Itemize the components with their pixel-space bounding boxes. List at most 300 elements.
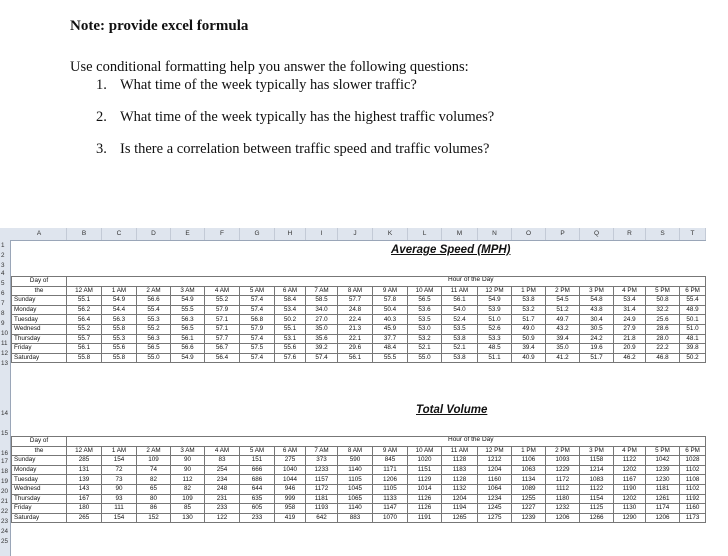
speed-value-cell[interactable]: 53.0 <box>408 324 442 334</box>
column-header-t[interactable]: T <box>680 228 706 240</box>
volume-day-cell[interactable]: Wednesd <box>12 484 67 494</box>
speed-day-cell[interactable]: Wednesd <box>12 324 67 334</box>
volume-value-cell[interactable]: 1180 <box>546 494 580 504</box>
volume-value-cell[interactable]: 1112 <box>546 484 580 494</box>
volume-value-cell[interactable]: 1191 <box>408 513 442 523</box>
volume-value-cell[interactable]: 90 <box>171 465 205 475</box>
speed-value-cell[interactable]: 57.4 <box>240 334 275 344</box>
speed-value-cell[interactable]: 55.3 <box>102 334 137 344</box>
speed-value-cell[interactable]: 56.1 <box>442 296 478 306</box>
speed-value-cell[interactable]: 34.0 <box>306 305 338 315</box>
speed-day-cell[interactable]: Friday <box>12 344 67 354</box>
volume-value-cell[interactable]: 635 <box>240 494 275 504</box>
speed-value-cell[interactable]: 56.1 <box>171 334 205 344</box>
volume-day-cell[interactable]: Sunday <box>12 456 67 466</box>
speed-value-cell[interactable]: 43.2 <box>546 324 580 334</box>
volume-day-cell[interactable]: Saturday <box>12 513 67 523</box>
volume-value-cell[interactable]: 1044 <box>275 475 306 485</box>
speed-day-cell[interactable]: Tuesday <box>12 315 67 325</box>
volume-value-cell[interactable]: 1125 <box>580 504 614 514</box>
speed-value-cell[interactable]: 56.3 <box>171 315 205 325</box>
speed-value-cell[interactable]: 43.8 <box>580 305 614 315</box>
volume-value-cell[interactable]: 686 <box>240 475 275 485</box>
volume-value-cell[interactable]: 1206 <box>373 475 408 485</box>
volume-value-cell[interactable]: 1154 <box>580 494 614 504</box>
speed-value-cell[interactable]: 22.4 <box>338 315 373 325</box>
volume-value-cell[interactable]: 373 <box>306 456 338 466</box>
volume-value-cell[interactable]: 265 <box>67 513 102 523</box>
speed-value-cell[interactable]: 51.2 <box>546 305 580 315</box>
speed-value-cell[interactable]: 31.4 <box>614 305 646 315</box>
volume-value-cell[interactable]: 1183 <box>442 465 478 475</box>
volume-value-cell[interactable]: 109 <box>137 456 171 466</box>
volume-value-cell[interactable]: 1172 <box>306 484 338 494</box>
volume-value-cell[interactable]: 93 <box>102 494 137 504</box>
column-header-i[interactable]: I <box>306 228 338 240</box>
speed-value-cell[interactable]: 39.4 <box>546 334 580 344</box>
speed-value-cell[interactable]: 45.9 <box>373 324 408 334</box>
speed-value-cell[interactable]: 53.3 <box>478 334 512 344</box>
row-header-19[interactable]: 19 <box>1 478 9 485</box>
volume-value-cell[interactable]: 1181 <box>306 494 338 504</box>
speed-value-cell[interactable]: 39.8 <box>680 344 706 354</box>
speed-value-cell[interactable]: 35.0 <box>546 344 580 354</box>
speed-value-cell[interactable]: 52.4 <box>442 315 478 325</box>
volume-value-cell[interactable]: 80 <box>137 494 171 504</box>
speed-value-cell[interactable]: 39.2 <box>306 344 338 354</box>
volume-value-cell[interactable]: 1102 <box>680 484 706 494</box>
volume-value-cell[interactable]: 1140 <box>338 504 373 514</box>
speed-value-cell[interactable]: 22.2 <box>646 344 680 354</box>
volume-value-cell[interactable]: 111 <box>102 504 137 514</box>
column-header-c[interactable]: C <box>102 228 137 240</box>
volume-value-cell[interactable]: 644 <box>240 484 275 494</box>
speed-value-cell[interactable]: 53.2 <box>408 334 442 344</box>
speed-value-cell[interactable]: 53.4 <box>614 296 646 306</box>
volume-value-cell[interactable]: 590 <box>338 456 373 466</box>
speed-value-cell[interactable]: 57.5 <box>240 344 275 354</box>
speed-value-cell[interactable]: 48.5 <box>478 344 512 354</box>
speed-value-cell[interactable]: 53.8 <box>512 296 546 306</box>
volume-value-cell[interactable]: 642 <box>306 513 338 523</box>
volume-value-cell[interactable]: 1181 <box>646 484 680 494</box>
row-header-21[interactable]: 21 <box>1 498 9 505</box>
speed-value-cell[interactable]: 54.5 <box>546 296 580 306</box>
row-header-4[interactable]: 4 <box>1 270 5 277</box>
speed-value-cell[interactable]: 40.9 <box>512 353 546 363</box>
column-header-l[interactable]: L <box>408 228 442 240</box>
row-header-6[interactable]: 6 <box>1 290 5 297</box>
speed-value-cell[interactable]: 51.0 <box>680 324 706 334</box>
column-header-g[interactable]: G <box>240 228 275 240</box>
volume-value-cell[interactable]: 1192 <box>680 494 706 504</box>
volume-value-cell[interactable]: 1227 <box>512 504 546 514</box>
speed-value-cell[interactable]: 54.9 <box>478 296 512 306</box>
column-header-a[interactable]: A <box>12 228 67 240</box>
volume-value-cell[interactable]: 74 <box>137 465 171 475</box>
speed-value-cell[interactable]: 58.5 <box>306 296 338 306</box>
speed-value-cell[interactable]: 48.9 <box>680 305 706 315</box>
column-header-q[interactable]: Q <box>580 228 614 240</box>
volume-day-cell[interactable]: Monday <box>12 465 67 475</box>
volume-value-cell[interactable]: 946 <box>275 484 306 494</box>
volume-value-cell[interactable]: 1158 <box>580 456 614 466</box>
speed-value-cell[interactable]: 50.9 <box>512 334 546 344</box>
row-header-5[interactable]: 5 <box>1 280 5 287</box>
row-header-9[interactable]: 9 <box>1 320 5 327</box>
volume-day-cell[interactable]: Tuesday <box>12 475 67 485</box>
volume-value-cell[interactable]: 1190 <box>614 484 646 494</box>
speed-value-cell[interactable]: 57.4 <box>240 296 275 306</box>
volume-value-cell[interactable]: 1083 <box>580 475 614 485</box>
volume-value-cell[interactable]: 1065 <box>338 494 373 504</box>
volume-value-cell[interactable]: 1193 <box>306 504 338 514</box>
volume-value-cell[interactable]: 1202 <box>614 465 646 475</box>
volume-value-cell[interactable]: 666 <box>240 465 275 475</box>
row-header-18[interactable]: 18 <box>1 468 9 475</box>
speed-value-cell[interactable]: 55.8 <box>102 324 137 334</box>
volume-value-cell[interactable]: 1108 <box>680 475 706 485</box>
speed-value-cell[interactable]: 46.2 <box>614 353 646 363</box>
row-header-2[interactable]: 2 <box>1 252 5 259</box>
volume-value-cell[interactable]: 180 <box>67 504 102 514</box>
volume-value-cell[interactable]: 1140 <box>338 465 373 475</box>
speed-value-cell[interactable]: 52.1 <box>408 344 442 354</box>
speed-value-cell[interactable]: 19.6 <box>580 344 614 354</box>
speed-value-cell[interactable]: 50.8 <box>646 296 680 306</box>
column-header-p[interactable]: P <box>546 228 580 240</box>
speed-value-cell[interactable]: 55.2 <box>67 324 102 334</box>
speed-value-cell[interactable]: 52.1 <box>442 344 478 354</box>
speed-value-cell[interactable]: 56.7 <box>205 344 240 354</box>
speed-value-cell[interactable]: 21.8 <box>614 334 646 344</box>
volume-value-cell[interactable]: 1245 <box>478 504 512 514</box>
volume-value-cell[interactable]: 109 <box>171 494 205 504</box>
row-header-25[interactable]: 25 <box>1 538 9 545</box>
volume-value-cell[interactable]: 1134 <box>512 475 546 485</box>
volume-value-cell[interactable]: 1174 <box>646 504 680 514</box>
speed-value-cell[interactable]: 51.0 <box>478 315 512 325</box>
speed-value-cell[interactable]: 56.5 <box>137 344 171 354</box>
row-header-10[interactable]: 10 <box>1 330 9 337</box>
volume-value-cell[interactable]: 231 <box>205 494 240 504</box>
speed-value-cell[interactable]: 56.6 <box>171 344 205 354</box>
speed-value-cell[interactable]: 46.8 <box>646 353 680 363</box>
volume-value-cell[interactable]: 233 <box>205 504 240 514</box>
volume-value-cell[interactable]: 112 <box>171 475 205 485</box>
volume-value-cell[interactable]: 285 <box>67 456 102 466</box>
volume-value-cell[interactable]: 167 <box>67 494 102 504</box>
volume-value-cell[interactable]: 1290 <box>614 513 646 523</box>
row-header-13[interactable]: 13 <box>1 360 9 367</box>
column-header-r[interactable]: R <box>614 228 646 240</box>
volume-value-cell[interactable]: 1126 <box>408 494 442 504</box>
speed-value-cell[interactable]: 57.7 <box>338 296 373 306</box>
speed-value-cell[interactable]: 27.9 <box>614 324 646 334</box>
volume-value-cell[interactable]: 1020 <box>408 456 442 466</box>
volume-value-cell[interactable]: 1105 <box>338 475 373 485</box>
volume-value-cell[interactable]: 82 <box>137 475 171 485</box>
volume-value-cell[interactable]: 845 <box>373 456 408 466</box>
volume-value-cell[interactable]: 130 <box>171 513 205 523</box>
volume-value-cell[interactable]: 1212 <box>478 456 512 466</box>
speed-value-cell[interactable]: 53.9 <box>478 305 512 315</box>
speed-value-cell[interactable]: 56.3 <box>137 334 171 344</box>
speed-value-cell[interactable]: 56.5 <box>171 324 205 334</box>
volume-value-cell[interactable]: 1147 <box>373 504 408 514</box>
speed-value-cell[interactable]: 56.1 <box>67 344 102 354</box>
speed-value-cell[interactable]: 29.6 <box>338 344 373 354</box>
speed-value-cell[interactable]: 53.8 <box>442 334 478 344</box>
volume-value-cell[interactable]: 234 <box>205 475 240 485</box>
speed-value-cell[interactable]: 54.9 <box>171 353 205 363</box>
volume-value-cell[interactable]: 1194 <box>442 504 478 514</box>
speed-value-cell[interactable]: 54.8 <box>580 296 614 306</box>
row-header-3[interactable]: 3 <box>1 262 5 269</box>
row-header-1[interactable]: 1 <box>1 242 5 249</box>
volume-value-cell[interactable]: 1160 <box>680 504 706 514</box>
volume-value-cell[interactable]: 1275 <box>478 513 512 523</box>
speed-value-cell[interactable]: 50.4 <box>373 305 408 315</box>
volume-value-cell[interactable]: 1063 <box>512 465 546 475</box>
speed-value-cell[interactable]: 51.7 <box>512 315 546 325</box>
speed-value-cell[interactable]: 55.5 <box>171 305 205 315</box>
speed-value-cell[interactable]: 53.6 <box>408 305 442 315</box>
speed-value-cell[interactable]: 24.9 <box>614 315 646 325</box>
volume-value-cell[interactable]: 65 <box>137 484 171 494</box>
volume-value-cell[interactable]: 1173 <box>680 513 706 523</box>
volume-value-cell[interactable]: 1126 <box>408 504 442 514</box>
column-header-n[interactable]: N <box>478 228 512 240</box>
volume-value-cell[interactable]: 1239 <box>646 465 680 475</box>
volume-value-cell[interactable]: 419 <box>275 513 306 523</box>
column-header-b[interactable]: B <box>67 228 102 240</box>
speed-value-cell[interactable]: 50.2 <box>275 315 306 325</box>
volume-value-cell[interactable]: 1122 <box>614 456 646 466</box>
speed-value-cell[interactable]: 55.8 <box>102 353 137 363</box>
volume-value-cell[interactable]: 233 <box>240 513 275 523</box>
speed-value-cell[interactable]: 55.1 <box>275 324 306 334</box>
volume-value-cell[interactable]: 1102 <box>680 465 706 475</box>
row-header-16[interactable]: 16 <box>1 450 9 457</box>
volume-value-cell[interactable]: 1014 <box>408 484 442 494</box>
volume-value-cell[interactable]: 1171 <box>373 465 408 475</box>
volume-value-cell[interactable]: 1232 <box>546 504 580 514</box>
speed-value-cell[interactable]: 54.9 <box>171 296 205 306</box>
speed-value-cell[interactable]: 27.0 <box>306 315 338 325</box>
volume-value-cell[interactable]: 1129 <box>408 475 442 485</box>
volume-value-cell[interactable]: 1214 <box>580 465 614 475</box>
volume-value-cell[interactable]: 131 <box>67 465 102 475</box>
volume-value-cell[interactable]: 72 <box>102 465 137 475</box>
column-header-f[interactable]: F <box>205 228 240 240</box>
column-header-s[interactable]: S <box>646 228 680 240</box>
volume-value-cell[interactable]: 1093 <box>546 456 580 466</box>
volume-value-cell[interactable]: 1042 <box>646 456 680 466</box>
volume-value-cell[interactable]: 248 <box>205 484 240 494</box>
column-header-o[interactable]: O <box>512 228 546 240</box>
volume-value-cell[interactable]: 1040 <box>275 465 306 475</box>
volume-day-cell[interactable]: Friday <box>12 504 67 514</box>
speed-value-cell[interactable]: 30.4 <box>580 315 614 325</box>
speed-value-cell[interactable]: 58.4 <box>275 296 306 306</box>
volume-value-cell[interactable]: 82 <box>171 484 205 494</box>
volume-value-cell[interactable]: 90 <box>102 484 137 494</box>
volume-value-cell[interactable]: 1172 <box>546 475 580 485</box>
speed-value-cell[interactable]: 55.8 <box>67 353 102 363</box>
speed-value-cell[interactable]: 56.5 <box>408 296 442 306</box>
speed-value-cell[interactable]: 39.4 <box>512 344 546 354</box>
speed-value-cell[interactable]: 55.6 <box>275 344 306 354</box>
speed-day-cell[interactable]: Saturday <box>12 353 67 363</box>
volume-value-cell[interactable]: 85 <box>171 504 205 514</box>
volume-value-cell[interactable]: 1167 <box>614 475 646 485</box>
speed-value-cell[interactable]: 56.3 <box>102 315 137 325</box>
speed-value-cell[interactable]: 35.0 <box>306 324 338 334</box>
volume-day-cell[interactable]: Thursday <box>12 494 67 504</box>
volume-value-cell[interactable]: 83 <box>205 456 240 466</box>
speed-value-cell[interactable]: 57.8 <box>373 296 408 306</box>
volume-value-cell[interactable]: 1255 <box>512 494 546 504</box>
volume-value-cell[interactable]: 1130 <box>614 504 646 514</box>
speed-value-cell[interactable]: 57.4 <box>240 305 275 315</box>
volume-value-cell[interactable]: 1106 <box>512 456 546 466</box>
speed-value-cell[interactable]: 41.2 <box>546 353 580 363</box>
speed-value-cell[interactable]: 56.4 <box>205 353 240 363</box>
speed-value-cell[interactable]: 55.4 <box>680 296 706 306</box>
speed-value-cell[interactable]: 49.0 <box>512 324 546 334</box>
volume-value-cell[interactable]: 883 <box>338 513 373 523</box>
volume-value-cell[interactable]: 1265 <box>442 513 478 523</box>
column-header-j[interactable]: J <box>338 228 373 240</box>
speed-value-cell[interactable]: 24.8 <box>338 305 373 315</box>
speed-value-cell[interactable]: 48.1 <box>680 334 706 344</box>
volume-value-cell[interactable]: 1202 <box>614 494 646 504</box>
row-header-7[interactable]: 7 <box>1 300 5 307</box>
row-header-20[interactable]: 20 <box>1 488 9 495</box>
speed-value-cell[interactable]: 56.6 <box>137 296 171 306</box>
column-header-k[interactable]: K <box>373 228 408 240</box>
column-header-h[interactable]: H <box>275 228 306 240</box>
row-header-14[interactable]: 14 <box>1 410 9 417</box>
volume-value-cell[interactable]: 1206 <box>646 513 680 523</box>
speed-value-cell[interactable]: 24.2 <box>580 334 614 344</box>
speed-value-cell[interactable]: 51.7 <box>580 353 614 363</box>
volume-value-cell[interactable]: 1133 <box>373 494 408 504</box>
volume-value-cell[interactable]: 122 <box>205 513 240 523</box>
speed-value-cell[interactable]: 55.3 <box>137 315 171 325</box>
volume-value-cell[interactable]: 999 <box>275 494 306 504</box>
speed-value-cell[interactable]: 57.4 <box>306 353 338 363</box>
speed-value-cell[interactable]: 57.6 <box>275 353 306 363</box>
speed-value-cell[interactable]: 55.4 <box>137 305 171 315</box>
speed-value-cell[interactable]: 51.1 <box>478 353 512 363</box>
column-header-m[interactable]: M <box>442 228 478 240</box>
speed-value-cell[interactable]: 54.9 <box>102 296 137 306</box>
speed-value-cell[interactable]: 35.6 <box>306 334 338 344</box>
volume-value-cell[interactable]: 275 <box>275 456 306 466</box>
speed-value-cell[interactable]: 32.2 <box>646 305 680 315</box>
volume-value-cell[interactable]: 1229 <box>546 465 580 475</box>
row-header-12[interactable]: 12 <box>1 350 9 357</box>
speed-value-cell[interactable]: 53.5 <box>408 315 442 325</box>
speed-value-cell[interactable]: 20.9 <box>614 344 646 354</box>
volume-value-cell[interactable]: 1206 <box>546 513 580 523</box>
volume-value-cell[interactable]: 86 <box>137 504 171 514</box>
volume-value-cell[interactable]: 1132 <box>442 484 478 494</box>
volume-value-cell[interactable]: 958 <box>275 504 306 514</box>
row-header-22[interactable]: 22 <box>1 508 9 515</box>
speed-value-cell[interactable]: 57.1 <box>205 315 240 325</box>
volume-value-cell[interactable]: 1028 <box>680 456 706 466</box>
speed-value-cell[interactable]: 56.2 <box>67 305 102 315</box>
speed-value-cell[interactable]: 21.3 <box>338 324 373 334</box>
speed-day-cell[interactable]: Thursday <box>12 334 67 344</box>
volume-value-cell[interactable]: 1160 <box>478 475 512 485</box>
row-header-11[interactable]: 11 <box>1 340 8 347</box>
volume-value-cell[interactable]: 151 <box>240 456 275 466</box>
volume-value-cell[interactable]: 143 <box>67 484 102 494</box>
column-header-e[interactable]: E <box>171 228 205 240</box>
row-header-15[interactable]: 15 <box>1 430 9 437</box>
speed-value-cell[interactable]: 28.6 <box>646 324 680 334</box>
speed-value-cell[interactable]: 28.0 <box>646 334 680 344</box>
volume-value-cell[interactable]: 1122 <box>580 484 614 494</box>
speed-value-cell[interactable]: 54.0 <box>442 305 478 315</box>
volume-value-cell[interactable]: 254 <box>205 465 240 475</box>
row-header-17[interactable]: 17 <box>1 458 9 465</box>
volume-value-cell[interactable]: 1204 <box>478 465 512 475</box>
volume-value-cell[interactable]: 1157 <box>306 475 338 485</box>
speed-value-cell[interactable]: 37.7 <box>373 334 408 344</box>
row-header-24[interactable]: 24 <box>1 528 9 535</box>
speed-value-cell[interactable]: 40.3 <box>373 315 408 325</box>
speed-value-cell[interactable]: 22.1 <box>338 334 373 344</box>
speed-value-cell[interactable]: 50.2 <box>680 353 706 363</box>
speed-value-cell[interactable]: 30.5 <box>580 324 614 334</box>
speed-value-cell[interactable]: 53.1 <box>275 334 306 344</box>
volume-value-cell[interactable]: 152 <box>137 513 171 523</box>
speed-value-cell[interactable]: 53.4 <box>275 305 306 315</box>
volume-value-cell[interactable]: 154 <box>102 513 137 523</box>
speed-value-cell[interactable]: 55.1 <box>67 296 102 306</box>
speed-value-cell[interactable]: 49.7 <box>546 315 580 325</box>
speed-value-cell[interactable]: 52.6 <box>478 324 512 334</box>
volume-value-cell[interactable]: 1128 <box>442 475 478 485</box>
speed-value-cell[interactable]: 56.4 <box>67 315 102 325</box>
volume-value-cell[interactable]: 139 <box>67 475 102 485</box>
speed-value-cell[interactable]: 53.5 <box>442 324 478 334</box>
volume-value-cell[interactable]: 1151 <box>408 465 442 475</box>
speed-value-cell[interactable]: 57.1 <box>205 324 240 334</box>
volume-value-cell[interactable]: 1239 <box>512 513 546 523</box>
speed-value-cell[interactable]: 53.2 <box>512 305 546 315</box>
speed-value-cell[interactable]: 55.2 <box>205 296 240 306</box>
volume-value-cell[interactable]: 1064 <box>478 484 512 494</box>
speed-value-cell[interactable]: 55.6 <box>102 344 137 354</box>
speed-value-cell[interactable]: 25.6 <box>646 315 680 325</box>
speed-value-cell[interactable]: 55.7 <box>67 334 102 344</box>
speed-value-cell[interactable]: 57.9 <box>205 305 240 315</box>
volume-value-cell[interactable]: 1204 <box>442 494 478 504</box>
speed-value-cell[interactable]: 53.8 <box>442 353 478 363</box>
speed-value-cell[interactable]: 48.4 <box>373 344 408 354</box>
row-header-8[interactable]: 8 <box>1 310 5 317</box>
speed-value-cell[interactable]: 57.9 <box>240 324 275 334</box>
speed-value-cell[interactable]: 55.2 <box>137 324 171 334</box>
speed-value-cell[interactable]: 56.1 <box>338 353 373 363</box>
volume-value-cell[interactable]: 1266 <box>580 513 614 523</box>
